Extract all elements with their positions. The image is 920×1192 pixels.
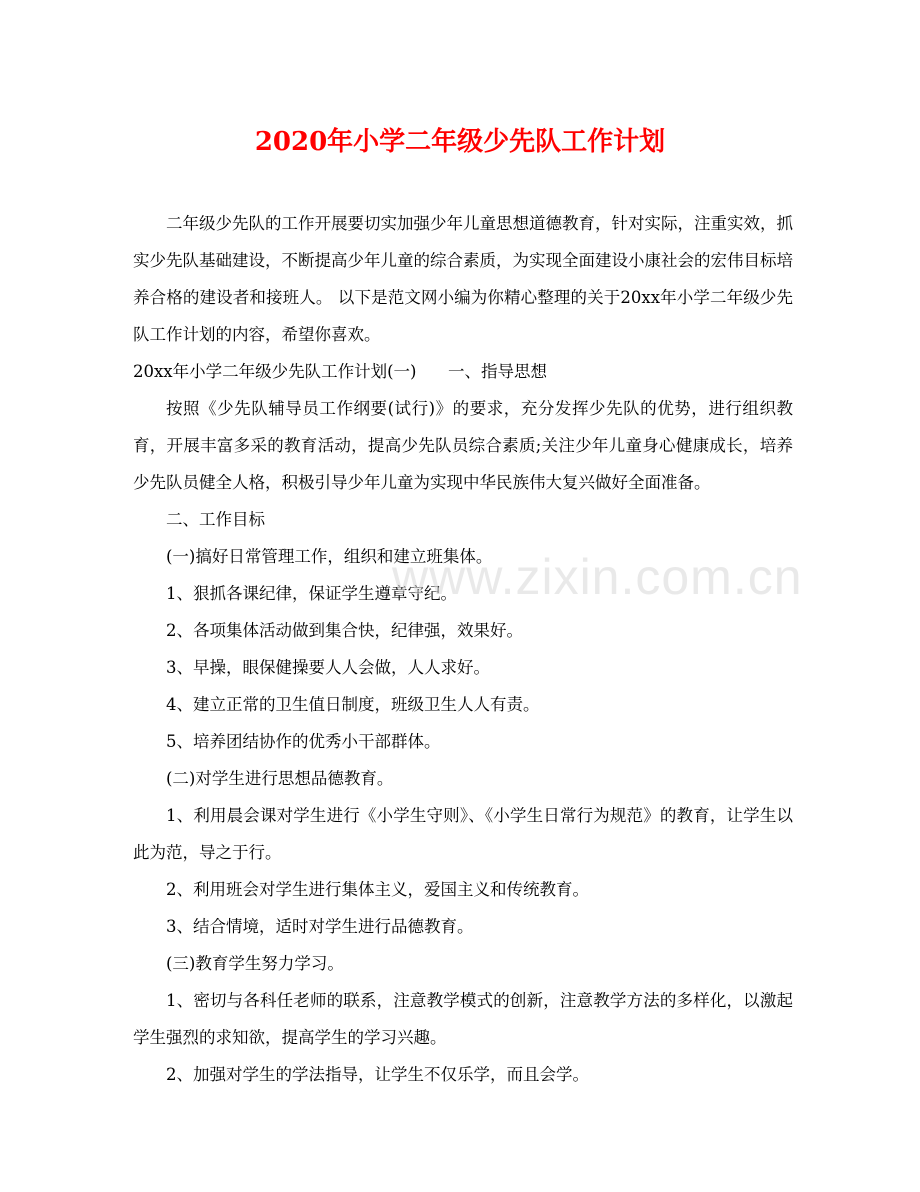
list-item: 4、建立正常的卫生值日制度，班级卫生人人有责。 [166,695,540,714]
subsection-heading-daily-management: (一)搞好日常管理工作，组织和建立班集体。 [166,547,493,566]
document-body [133,205,793,1093]
document-title: 2020年小学二年级少先队工作计划 [254,127,666,157]
list-item: 2、加强对学生的学法指导，让学生不仅乐学，而且会学。 [166,1065,589,1084]
plan-subheading: 20xx年小学二年级少先队工作计划(一) 一、指导思想 [133,362,547,381]
list-item: 2、各项集体活动做到集合快，纪律强，效果好。 [166,621,523,640]
list-item: 2、利用班会对学生进行集体主义，爱国主义和传统教育。 [166,880,589,899]
subsection-heading-study: (三)教育学生努力学习。 [166,954,344,973]
list-item: 3、早操，眼保健操要人人会做，人人求好。 [166,658,490,677]
list-item: 1、狠抓各课纪律，保证学生遵章守纪。 [166,584,457,603]
list-item: 1、利用晨会课对学生进行《小学生守则》、《小学生日常行为规范》的教育，让学生以此为范，导之于行。 [133,806,793,862]
watermark: www.zixin.com.cn [392,549,803,605]
list-item: 5、培养团结协作的优秀小干部群体。 [166,732,441,751]
paragraph-guiding-thought: 按照《少先队辅导员工作纲要(试行)》的要求，充分发挥少先队的优势，进行组织教育，开展丰富多采的教育活动，提高少先队员综合素质;关注少年儿童身心健康成长，培养少先队员健全人格，积极引导少年儿童为实现中华民族伟大复兴做好全面准备。 [133,399,793,492]
section-heading-goals: 二、工作目标 [166,510,265,529]
intro-paragraph: 二年级少先队的工作开展要切实加强少年儿童思想道德教育，针对实际，注重实效，抓实少先队基础建设，不断提高少年儿童的综合素质，为实现全面建设小康社会的宏伟目标培养合格的建设者和接班人。 以下是范文网小编为你精心整理的关于20xx年小学二年级少先队工作计划的内容，希望你喜欢。 [133,214,793,344]
list-item: 1、密切与各科任老师的联系，注意教学模式的创新，注意教学方法的多样化，以激起学生强烈的求知欲，提高学生的学习兴趣。 [133,991,793,1047]
list-item: 3、结合情境，适时对学生进行品德教育。 [166,917,474,936]
subsection-heading-moral-education: (二)对学生进行思想品德教育。 [166,769,394,788]
